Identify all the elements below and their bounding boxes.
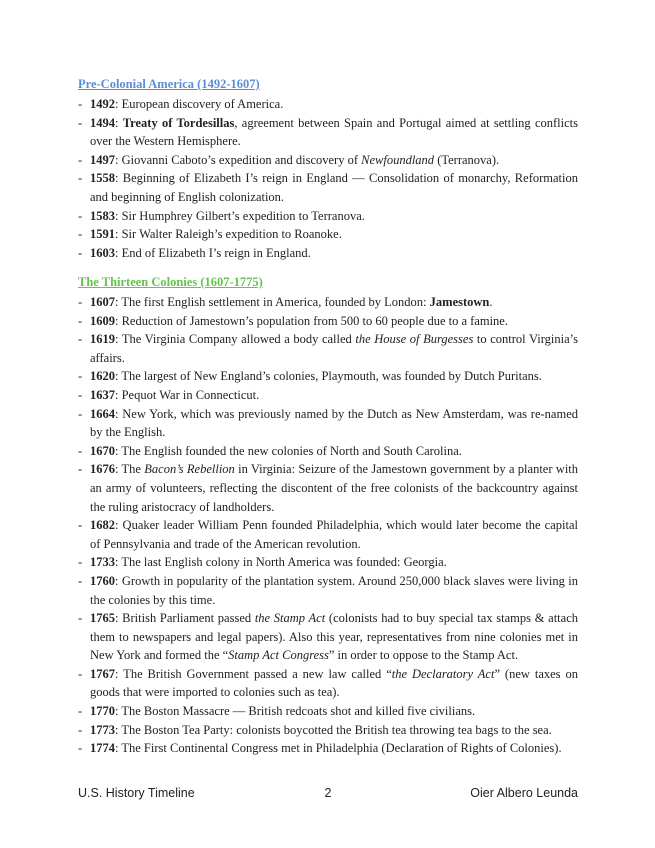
timeline-item bbox=[78, 244, 578, 263]
timeline-year: 1637 bbox=[90, 387, 115, 402]
timeline-text: : bbox=[115, 115, 123, 130]
timeline-item bbox=[78, 330, 578, 367]
timeline-item bbox=[78, 169, 578, 206]
emphasis-italic: the House of Burgesses bbox=[355, 332, 474, 347]
timeline-text: : The first English settlement in America, founded by London: bbox=[115, 295, 430, 309]
timeline-year: 1619 bbox=[90, 332, 115, 347]
timeline-text: : Sir Humphrey Gilbert’s expedition to Terranova. bbox=[115, 208, 365, 223]
timeline-year: 1765 bbox=[90, 611, 115, 626]
footer-page-number: 2 bbox=[324, 786, 332, 800]
timeline-year: 1760 bbox=[90, 573, 115, 588]
timeline-item bbox=[78, 442, 578, 461]
bullet-dash: - bbox=[78, 227, 83, 242]
bullet-dash: - bbox=[78, 406, 83, 421]
timeline-year: 1676 bbox=[90, 462, 115, 477]
timeline-text: : End of Elizabeth I’s reign in England. bbox=[115, 245, 311, 260]
timeline-text: : The Boston Massacre — British redcoats shot and killed five civilians. bbox=[115, 704, 476, 719]
timeline-year: 1494 bbox=[90, 115, 115, 130]
bullet-dash: - bbox=[78, 611, 83, 626]
timeline-item bbox=[78, 225, 578, 244]
timeline-text: ” in order to oppose to the Stamp Act. bbox=[328, 648, 519, 663]
timeline-item bbox=[78, 405, 578, 442]
timeline-text: : The largest of New England’s colonies, Playmouth, was founded by Dutch Puritans. bbox=[115, 369, 542, 384]
timeline-item bbox=[78, 367, 578, 386]
timeline-text: : Beginning of Elizabeth I’s reign in England — Consolidation of monarchy, Reformation and beginning of English colonization. bbox=[90, 171, 578, 204]
timeline-year: 1767 bbox=[90, 666, 115, 681]
bullet-dash: - bbox=[78, 295, 83, 309]
timeline-text: ” (new taxes on goods that were imported to colonies such as tea). bbox=[90, 666, 578, 700]
timeline-text: . bbox=[489, 295, 493, 309]
timeline-text: : Sir Walter Raleigh’s expedition to Roanoke. bbox=[115, 227, 342, 242]
timeline-year: 1609 bbox=[90, 313, 115, 328]
timeline-item bbox=[78, 609, 578, 665]
bullet-dash: - bbox=[78, 704, 83, 719]
timeline-text: : The First Continental Congress met in Philadelphia (Declaration of Rights of Colonies). bbox=[115, 741, 562, 756]
timeline-item bbox=[78, 293, 578, 312]
timeline-item bbox=[78, 386, 578, 405]
bullet-dash: - bbox=[78, 462, 83, 477]
timeline-year: 1497 bbox=[90, 152, 115, 167]
page-footer bbox=[78, 786, 578, 804]
timeline-text: (Terranova). bbox=[434, 152, 500, 167]
bullet-dash: - bbox=[78, 722, 83, 737]
timeline-year: 1607 bbox=[90, 295, 115, 309]
emphasis-italic: the Stamp Act bbox=[254, 611, 326, 626]
timeline-text: in Virginia: Seizure of the Jamestown government by a planter with an army of volunteers, reflecting the discontent of the free colonists of the backcountry against the ruling aristocracy of landholders. bbox=[90, 462, 579, 514]
timeline-item bbox=[78, 702, 578, 721]
timeline-text: : Quaker leader William Penn founded Philadelphia, which would later become the capital of Pennsylvania and trade of the American revolution. bbox=[90, 518, 578, 551]
timeline-text: : Giovanni Caboto’s expedition and discovery of bbox=[115, 152, 362, 167]
bullet-dash: - bbox=[78, 443, 83, 458]
timeline-year: 1558 bbox=[90, 171, 115, 186]
timeline-text: : The last English colony in North America was founded: Georgia. bbox=[115, 555, 447, 570]
section-title-pre-colonial: Pre-Colonial America (1492-1607) bbox=[78, 77, 260, 91]
timeline-item bbox=[78, 721, 578, 740]
timeline-year: 1591 bbox=[90, 227, 115, 242]
timeline-year: 1733 bbox=[90, 555, 115, 570]
timeline-text: to control Virginia’s affairs. bbox=[90, 332, 578, 365]
timeline-year: 1492 bbox=[90, 97, 115, 111]
section-title-thirteen-colonies: The Thirteen Colonies (1607-1775) bbox=[78, 275, 263, 289]
bullet-dash: - bbox=[78, 387, 83, 402]
bullet-dash: - bbox=[78, 115, 83, 130]
timeline-item bbox=[78, 207, 578, 226]
timeline-year: 1603 bbox=[90, 245, 115, 260]
timeline-year: 1664 bbox=[90, 406, 115, 421]
bullet-dash: - bbox=[78, 245, 83, 260]
footer-author: Oier Albero Leunda bbox=[470, 786, 578, 800]
timeline-item bbox=[78, 312, 578, 331]
bullet-dash: - bbox=[78, 369, 83, 384]
emphasis-bold: Treaty of Tordesillas bbox=[122, 115, 235, 130]
bullet-dash: - bbox=[78, 171, 83, 186]
emphasis-bold: Jamestown bbox=[429, 295, 490, 309]
timeline-item bbox=[78, 572, 578, 609]
bullet-dash: - bbox=[78, 741, 83, 756]
timeline-year: 1620 bbox=[90, 369, 115, 384]
bullet-dash: - bbox=[78, 666, 83, 681]
timeline-item bbox=[78, 516, 578, 553]
timeline-list-thirteen-colonies bbox=[78, 293, 578, 758]
timeline-text: : The Virginia Company allowed a body called bbox=[115, 332, 356, 347]
bullet-dash: - bbox=[78, 573, 83, 588]
bullet-dash: - bbox=[78, 518, 83, 533]
bullet-dash: - bbox=[78, 152, 83, 167]
timeline-year: 1670 bbox=[90, 443, 115, 458]
emphasis-italic: Newfoundland bbox=[361, 152, 435, 167]
timeline-text: : Pequot War in Connecticut. bbox=[115, 387, 260, 402]
timeline-text: (colonists had to buy special tax stamps & attach them to newspapers and legal papers). Also this year, representatives from nine colonies met in New York and formed the “ bbox=[90, 611, 578, 663]
timeline-year: 1773 bbox=[90, 722, 115, 737]
timeline-item bbox=[78, 95, 578, 114]
timeline-item bbox=[78, 151, 578, 170]
timeline-item bbox=[78, 665, 578, 702]
timeline-text: : The Boston Tea Party: colonists boycotted the British tea throwing tea bags to the sea. bbox=[115, 722, 552, 737]
timeline-text: : The English founded the new colonies of North and South Carolina. bbox=[115, 443, 462, 458]
emphasis-italic: Bacon’s Rebellion bbox=[144, 462, 235, 477]
bullet-dash: - bbox=[78, 332, 83, 347]
bullet-dash: - bbox=[78, 313, 83, 328]
timeline-year: 1583 bbox=[90, 208, 115, 223]
timeline-text: : New York, which was previously named by the Dutch as New Amsterdam, was re-named by the English. bbox=[90, 406, 578, 440]
timeline-text: : Growth in popularity of the plantation system. Around 250,000 black slaves were living in the colonies by this time. bbox=[90, 573, 578, 607]
timeline-text: : European discovery of America. bbox=[115, 97, 284, 111]
emphasis-italic: the Declaratory Act bbox=[391, 666, 495, 681]
bullet-dash: - bbox=[78, 97, 83, 111]
timeline-item bbox=[78, 739, 578, 758]
timeline-item bbox=[78, 553, 578, 572]
emphasis-italic: Stamp Act Congress bbox=[228, 648, 329, 663]
timeline-text: , agreement between Spain and Portugal aimed at settling conflicts over the Western Hemisphere. bbox=[90, 115, 579, 149]
timeline-item bbox=[78, 114, 578, 151]
timeline-text: : The British Government passed a new law called “ bbox=[115, 666, 392, 681]
timeline-text: : Reduction of Jamestown’s population from 500 to 60 people due to a famine. bbox=[115, 313, 508, 328]
timeline-year: 1770 bbox=[90, 704, 115, 719]
timeline-text: : The bbox=[115, 462, 145, 477]
footer-document-title: U.S. History Timeline bbox=[78, 786, 195, 800]
timeline-list-pre-colonial bbox=[78, 95, 578, 262]
bullet-dash: - bbox=[78, 208, 83, 223]
timeline-year: 1682 bbox=[90, 518, 115, 533]
timeline-item bbox=[78, 460, 578, 516]
bullet-dash: - bbox=[78, 555, 83, 570]
timeline-year: 1774 bbox=[90, 741, 115, 756]
timeline-text: : British Parliament passed bbox=[115, 611, 255, 626]
